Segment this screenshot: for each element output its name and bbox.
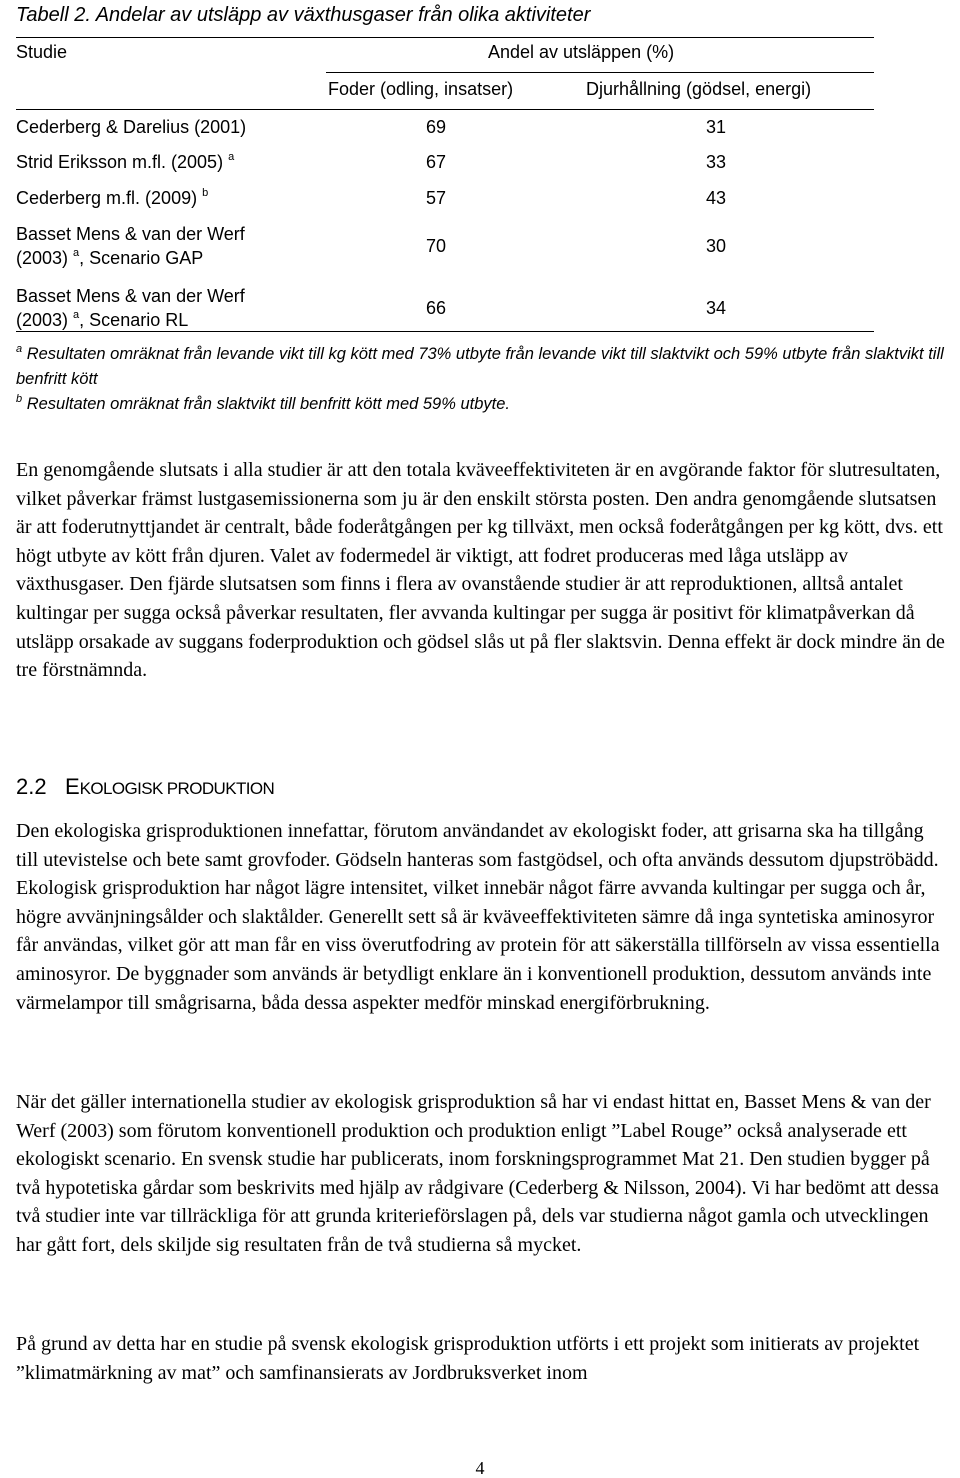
- table-row-feed: 57: [425, 188, 447, 208]
- table-row-animal: 30: [705, 236, 727, 256]
- footnote-b: $^b$ Resultaten omräknat från slaktvikt till benfritt kött med 59% utbyte.: [16, 392, 511, 413]
- header-study: Studie: [16, 42, 68, 62]
- table-row-feed: 70: [425, 236, 447, 256]
- table-row-study: Basset Mens & van der Werf (2003) $^a$, Scenario GAP: [16, 224, 245, 268]
- table-row-animal: 43: [705, 188, 727, 208]
- table-row-study: Cederberg & Darelius (2001): [16, 117, 247, 137]
- table-caption: Tabell 2. Andelar av utsläpp av växthusgaser från olika aktiviteter: [16, 4, 591, 26]
- body-paragraph: En genomgående slutsats i alla studier är att den totala kväveeffektiviteten är en avgörande faktor för slutresultaten, vilket påverkar främst lustgasemissionerna som ju är den enskilt största posten. Den andra genomgående slutsatsen är att foderutnyttjandet är centralt, både foderåtgången per kg tillväxt, men också foderåtgången per kg kött, dvs. ett högt utbyte av kött från djuren. Valet av fodermedel är viktigt, att fodret produceras med låga utsläpp av växthusgaser. Den fjärde slutsatsen som finns i flera av ovanstående studier är att reproduktionen, alltså antalet kultingar per sugga också påverkar resultaten, fler avvanda kultingar per sugga är positivt för klimatpåverkan då utsläpp orsakade av suggans foderproduktion och gödsel slås ut på fler slaktsvin. Denna effekt är dock mindre än de tre förstnämnda.: [16, 459, 945, 682]
- footnote-a: $^a$ Resultaten omräknat från levande vikt till kg kött med 73% utbyte från levande vikt till slaktvikt och 59% utbyte från slaktvikt till benfritt kött: [16, 342, 944, 388]
- table-row-feed: 67: [425, 152, 447, 172]
- header-feed: Foder (odling, insatser): [328, 79, 514, 99]
- table-row-study: Strid Eriksson m.fl. (2005) $^a$: [16, 151, 235, 172]
- body-paragraph: När det gäller internationella studier av ekologisk grisproduktion så har vi endast hittat en, Basset Mens & van der Werf (2003) som förutom konventionell produktion och produktion enligt ”Label Rouge” också analyserade ett ekologiskt scenario. En svensk studie har publicerats, inom forskningsprogrammet Mat 21. Den studien bygger på två hypotetiska gårdar som beskrivits med hjälp av rådgivare (Cederberg & Nilsson, 2004). Vi har bedömt att dessa två studier inte var tillräckliga för att grunda kriterieförslagen på, dels var studierna något gamla och utvecklingen har gått fort, dels skiljde sig resultaten från de två studierna så mycket.: [16, 1091, 939, 1256]
- section-number: 2.2: [16, 774, 47, 799]
- table-row-feed: 66: [425, 298, 447, 318]
- header-animal: Djurhållning (gödsel, energi): [586, 79, 812, 99]
- table-row-feed: 69: [425, 117, 447, 137]
- body-paragraph: Den ekologiska grisproduktionen innefattar, förutom användandet av ekologiskt foder, att grisarna ska ha tillgång till utevistelse och bete samt grovfoder. Gödseln hanteras som fastgödsel, och ofta används dessutom djupströbädd. Ekologisk grisproduktion har något lägre intensitet, vilket innebär något färre avvanda kultingar per sugga och år, högre avvänjningsålder och slaktålder. Generellt sett så är kväveeffektiviteten sämre då inga syntetiska aminosyror får användas, vilket gör att man får en viss överutfodring av protein för att säkerställa tillförseln av vissa essentiella aminosyror. De byggnader som används är betydligt enklare än i konventionell produktion, dessutom används inte värmelampor till smågrisarna, båda dessa aspekter medför minskad energiförbrukning.: [16, 820, 940, 1014]
- section-heading: [16, 773, 274, 803]
- table-row-animal: 33: [705, 152, 727, 172]
- table-row-animal: 31: [705, 117, 727, 137]
- table-top-rule: [16, 37, 874, 38]
- body-paragraph: På grund av detta har en studie på svensk ekologisk grisproduktion utförts i ett projekt som initierats av projektet ”klimatmärkning av mat” och samfinansierats av Jordbruksverket inom: [16, 1333, 920, 1384]
- section-title-initial: E: [64, 774, 80, 799]
- table-row-study: Cederberg m.fl. (2009) $^b$: [16, 187, 209, 208]
- header-share-group: Andel av utsläppen (%): [488, 42, 675, 62]
- table-bottom-rule: [16, 331, 874, 332]
- table-row-animal: 34: [705, 298, 727, 318]
- table-row-study: Basset Mens & van der Werf (2003) $^a$, Scenario RL: [16, 286, 245, 330]
- header-group-rule: [326, 72, 874, 73]
- table-footnotes: [16, 342, 960, 417]
- header-bottom-rule: [16, 109, 874, 110]
- page-number: 4: [475, 1458, 485, 1478]
- section-title-rest: KOLOGISK PRODUKTION: [79, 779, 275, 798]
